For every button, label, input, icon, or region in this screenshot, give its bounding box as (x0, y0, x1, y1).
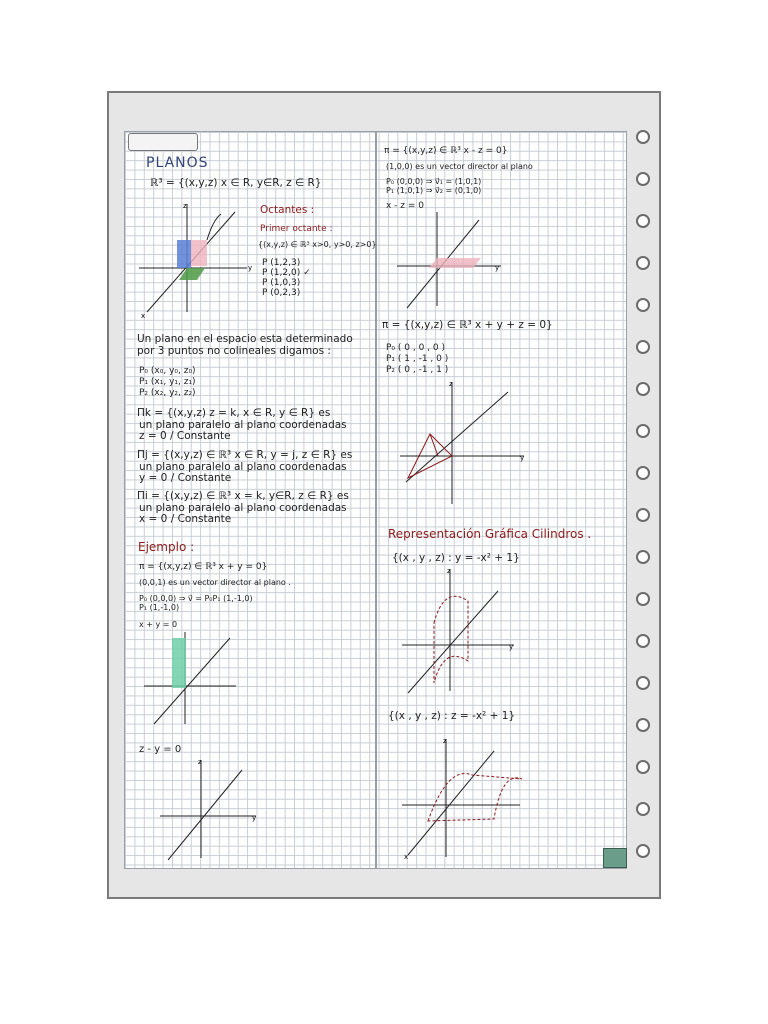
graph-cylinder-z (398, 735, 524, 861)
cylinders-heading: Representación Gráfica Cilindros . (388, 527, 592, 541)
axis-label-y: y (248, 264, 253, 272)
axis-label-x: x (404, 853, 409, 861)
point-p1: P₁ (x₁, y₁, z₁) (139, 377, 196, 387)
page-tab[interactable] (128, 133, 198, 151)
r3-definition: ℝ³ = {(x,y,z) x ∈ R, y∈R, z ∈ R} (150, 177, 322, 189)
plane2-definition: π = {(x,y,z) ∈ ℝ³ x + y + z = 0} (382, 319, 553, 331)
plane2-p0: P₀ ( 0 , 0 , 0 ) (386, 343, 445, 353)
octant-point: P (1,0,3) (262, 278, 301, 288)
octant-point: P (1,2,3) (262, 258, 301, 268)
octant-graph (135, 200, 255, 320)
binder-ring (636, 130, 650, 144)
octantes-label: Octantes : (260, 204, 315, 216)
cylinder2-definition: {(x , y , z) : z = -x² + 1} (388, 710, 516, 722)
binder-ring (636, 298, 650, 312)
intro-line: Un plano en el espacio esta determinado (137, 333, 353, 345)
binder-ring (636, 760, 650, 774)
point-p2: P₂ (x₂, y₂, z₂) (139, 388, 196, 398)
binder-ring (636, 592, 650, 606)
plane-x-line: un plano paralelo al plano coordenadas (139, 502, 347, 514)
plane1-p0: P₀ (0,0,0) ⇒ v⃗₁ = (1,0,1) (386, 177, 482, 186)
plane1-p1: P₁ (1,0,1) ⇒ v⃗₂ = (0,1,0) (386, 186, 482, 195)
axis-label-y: y (520, 454, 525, 462)
graph-x-plus-y (140, 628, 240, 728)
axis-label-z: z (183, 202, 187, 210)
binder-ring (636, 508, 650, 522)
example-p0: P₀ (0,0,0) ⇒ v⃗ = P₀P₁ (1,-1,0) (139, 594, 253, 603)
plane2-p1: P₁ ( 1 , -1 , 0 ) (386, 354, 449, 364)
axis-label-z: z (198, 758, 202, 766)
plane-z-line: Πk = {(x,y,z) z = k, x ∈ R, y ∈ R} es (137, 407, 331, 419)
example-p1: P₁ (1,-1,0) (139, 603, 180, 612)
axis-label-y: y (495, 264, 500, 272)
page-thumbnail-icon[interactable] (603, 848, 627, 868)
axis-label-x: x (141, 312, 146, 320)
plane1-vector: (1,0,0) es un vector director al plano (386, 162, 533, 171)
plane-z-line: un plano paralelo al plano coordenadas (139, 419, 347, 431)
binder-ring (636, 550, 650, 564)
plane-x-line: Πi = {(x,y,z) ∈ ℝ³ x = k, y∈R, z ∈ R} es (137, 490, 349, 502)
plane-y-line: un plano paralelo al plano coordenadas (139, 461, 347, 473)
binder-ring (636, 466, 650, 480)
octant-point: P (1,2,0) ✓ (262, 268, 311, 278)
axis-label-y: y (252, 814, 257, 822)
primer-octante-label: Primer octante : (260, 224, 333, 234)
axis-label-y: y (509, 643, 514, 651)
example-plane: π = {(x,y,z) ∈ ℝ³ x + y = 0} (139, 562, 268, 572)
binder-ring (636, 214, 650, 228)
plane1-definition: π = {(x,y,z) ∈ ℝ³ x - z = 0} (384, 146, 508, 156)
binder-ring (636, 802, 650, 816)
binder-ring (636, 256, 650, 270)
graph-x-minus-z (395, 210, 505, 310)
octant-point: P (0,2,3) (262, 288, 301, 298)
binder-ring (636, 718, 650, 732)
plane-x-line: x = 0 / Constante (139, 513, 232, 525)
graph-x-plus-y-plus-z (396, 378, 528, 508)
binder-ring (636, 424, 650, 438)
binder-ring (636, 382, 650, 396)
point-p0: P₀ (x₀, y₀, z₀) (139, 366, 196, 376)
ejemplo-heading: Ejemplo : (138, 540, 195, 554)
example-equation: x + y = 0 (139, 620, 178, 629)
binder-ring (636, 634, 650, 648)
plane-y-line: y = 0 / Constante (139, 472, 232, 484)
graph-cylinder-y (398, 565, 518, 695)
primer-octante-set: {(x,y,z) ∈ ℝ³ x>0, y>0, z>0} (258, 240, 377, 249)
graph-z-minus-y (158, 758, 258, 862)
example-vector: (0,0,1) es un vector director al plano . (139, 578, 291, 587)
plane1-equation: x - z = 0 (386, 201, 425, 211)
plane2-p2: P₂ ( 0 , -1 , 1 ) (386, 365, 449, 375)
intro-line: por 3 puntos no colineales digamos : (137, 345, 331, 357)
binder-ring (636, 340, 650, 354)
axis-label-z: z (447, 567, 451, 575)
example2-equation: z - y = 0 (139, 744, 182, 755)
cylinder1-definition: {(x , y , z) : y = -x² + 1} (392, 552, 520, 564)
binder-ring (636, 676, 650, 690)
plane-y-line: Πj = {(x,y,z) ∈ ℝ³ x ∈ R, y = j, z ∈ R} es (137, 449, 353, 461)
page-title: PLANOS (146, 155, 209, 171)
binder-ring (636, 844, 650, 858)
axis-label-z: z (449, 380, 453, 388)
binder-ring (636, 172, 650, 186)
plane-z-line: z = 0 / Constante (139, 430, 231, 442)
axis-label-z: z (443, 737, 447, 745)
